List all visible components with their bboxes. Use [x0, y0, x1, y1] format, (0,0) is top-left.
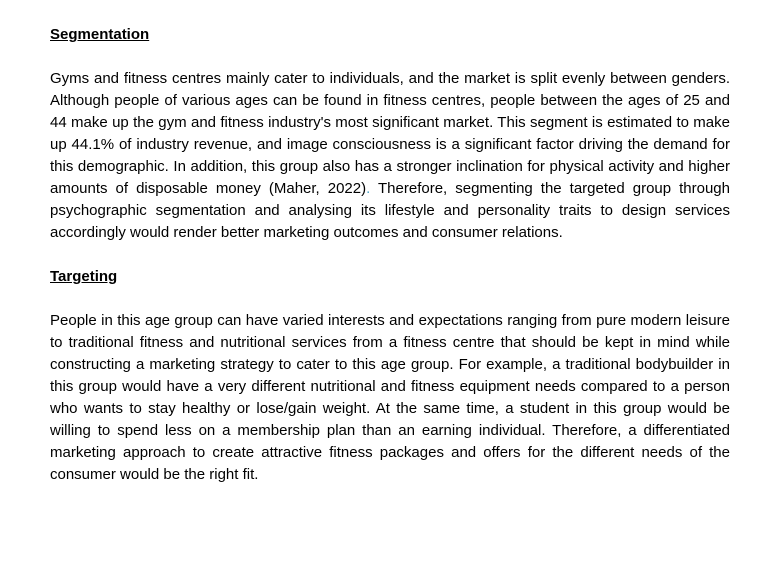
- targeting-paragraph: People in this age group can have varied interests and expectations ranging from pure modern leisure to traditional fitness and nutritional services from a fitness centre that should be kept in mind while constructing a marketing strategy to cater to this age group. For example, a traditional bodybuilder in this group would have a very different nutritional and fitness equipment needs compared to a person who wants to stay healthy or lose/gain weight. At the same time, a student in this group would be willing to spend less on a membership plan than an earning individual. Therefore, a differentiated marketing approach to create attractive fitness packages and offers for the different needs of the consumer would be the right fit.: [50, 312, 730, 483]
- targeting-heading: Targeting: [50, 268, 118, 285]
- segmentation-heading: Segmentation: [50, 26, 150, 43]
- document-page: [50, 24, 730, 508]
- citation-dot: .: [366, 180, 371, 197]
- segmentation-paragraph: [50, 68, 730, 244]
- segmentation-text-part-2: Therefore, segmenting the targeted group through psychographic segmentation and analysing its lifestyle and personality traits to design services accordingly would render better marketing outcomes and consumer relations.: [50, 180, 730, 241]
- segmentation-text-part-1: Gyms and fitness centres mainly cater to individuals, and the market is split evenly between genders. Although people of various ages can be found in fitness centres, people between the ages of 25 and 44 make up the gym and fitness industry's most significant market. This segment is estimated to make up 44.1% of industry revenue, and image consciousness is a significant factor driving the demand for this demographic. In addition, this group also has a stronger inclination for physical activity and higher amounts of disposable money (Maher, 2022): [50, 70, 730, 197]
